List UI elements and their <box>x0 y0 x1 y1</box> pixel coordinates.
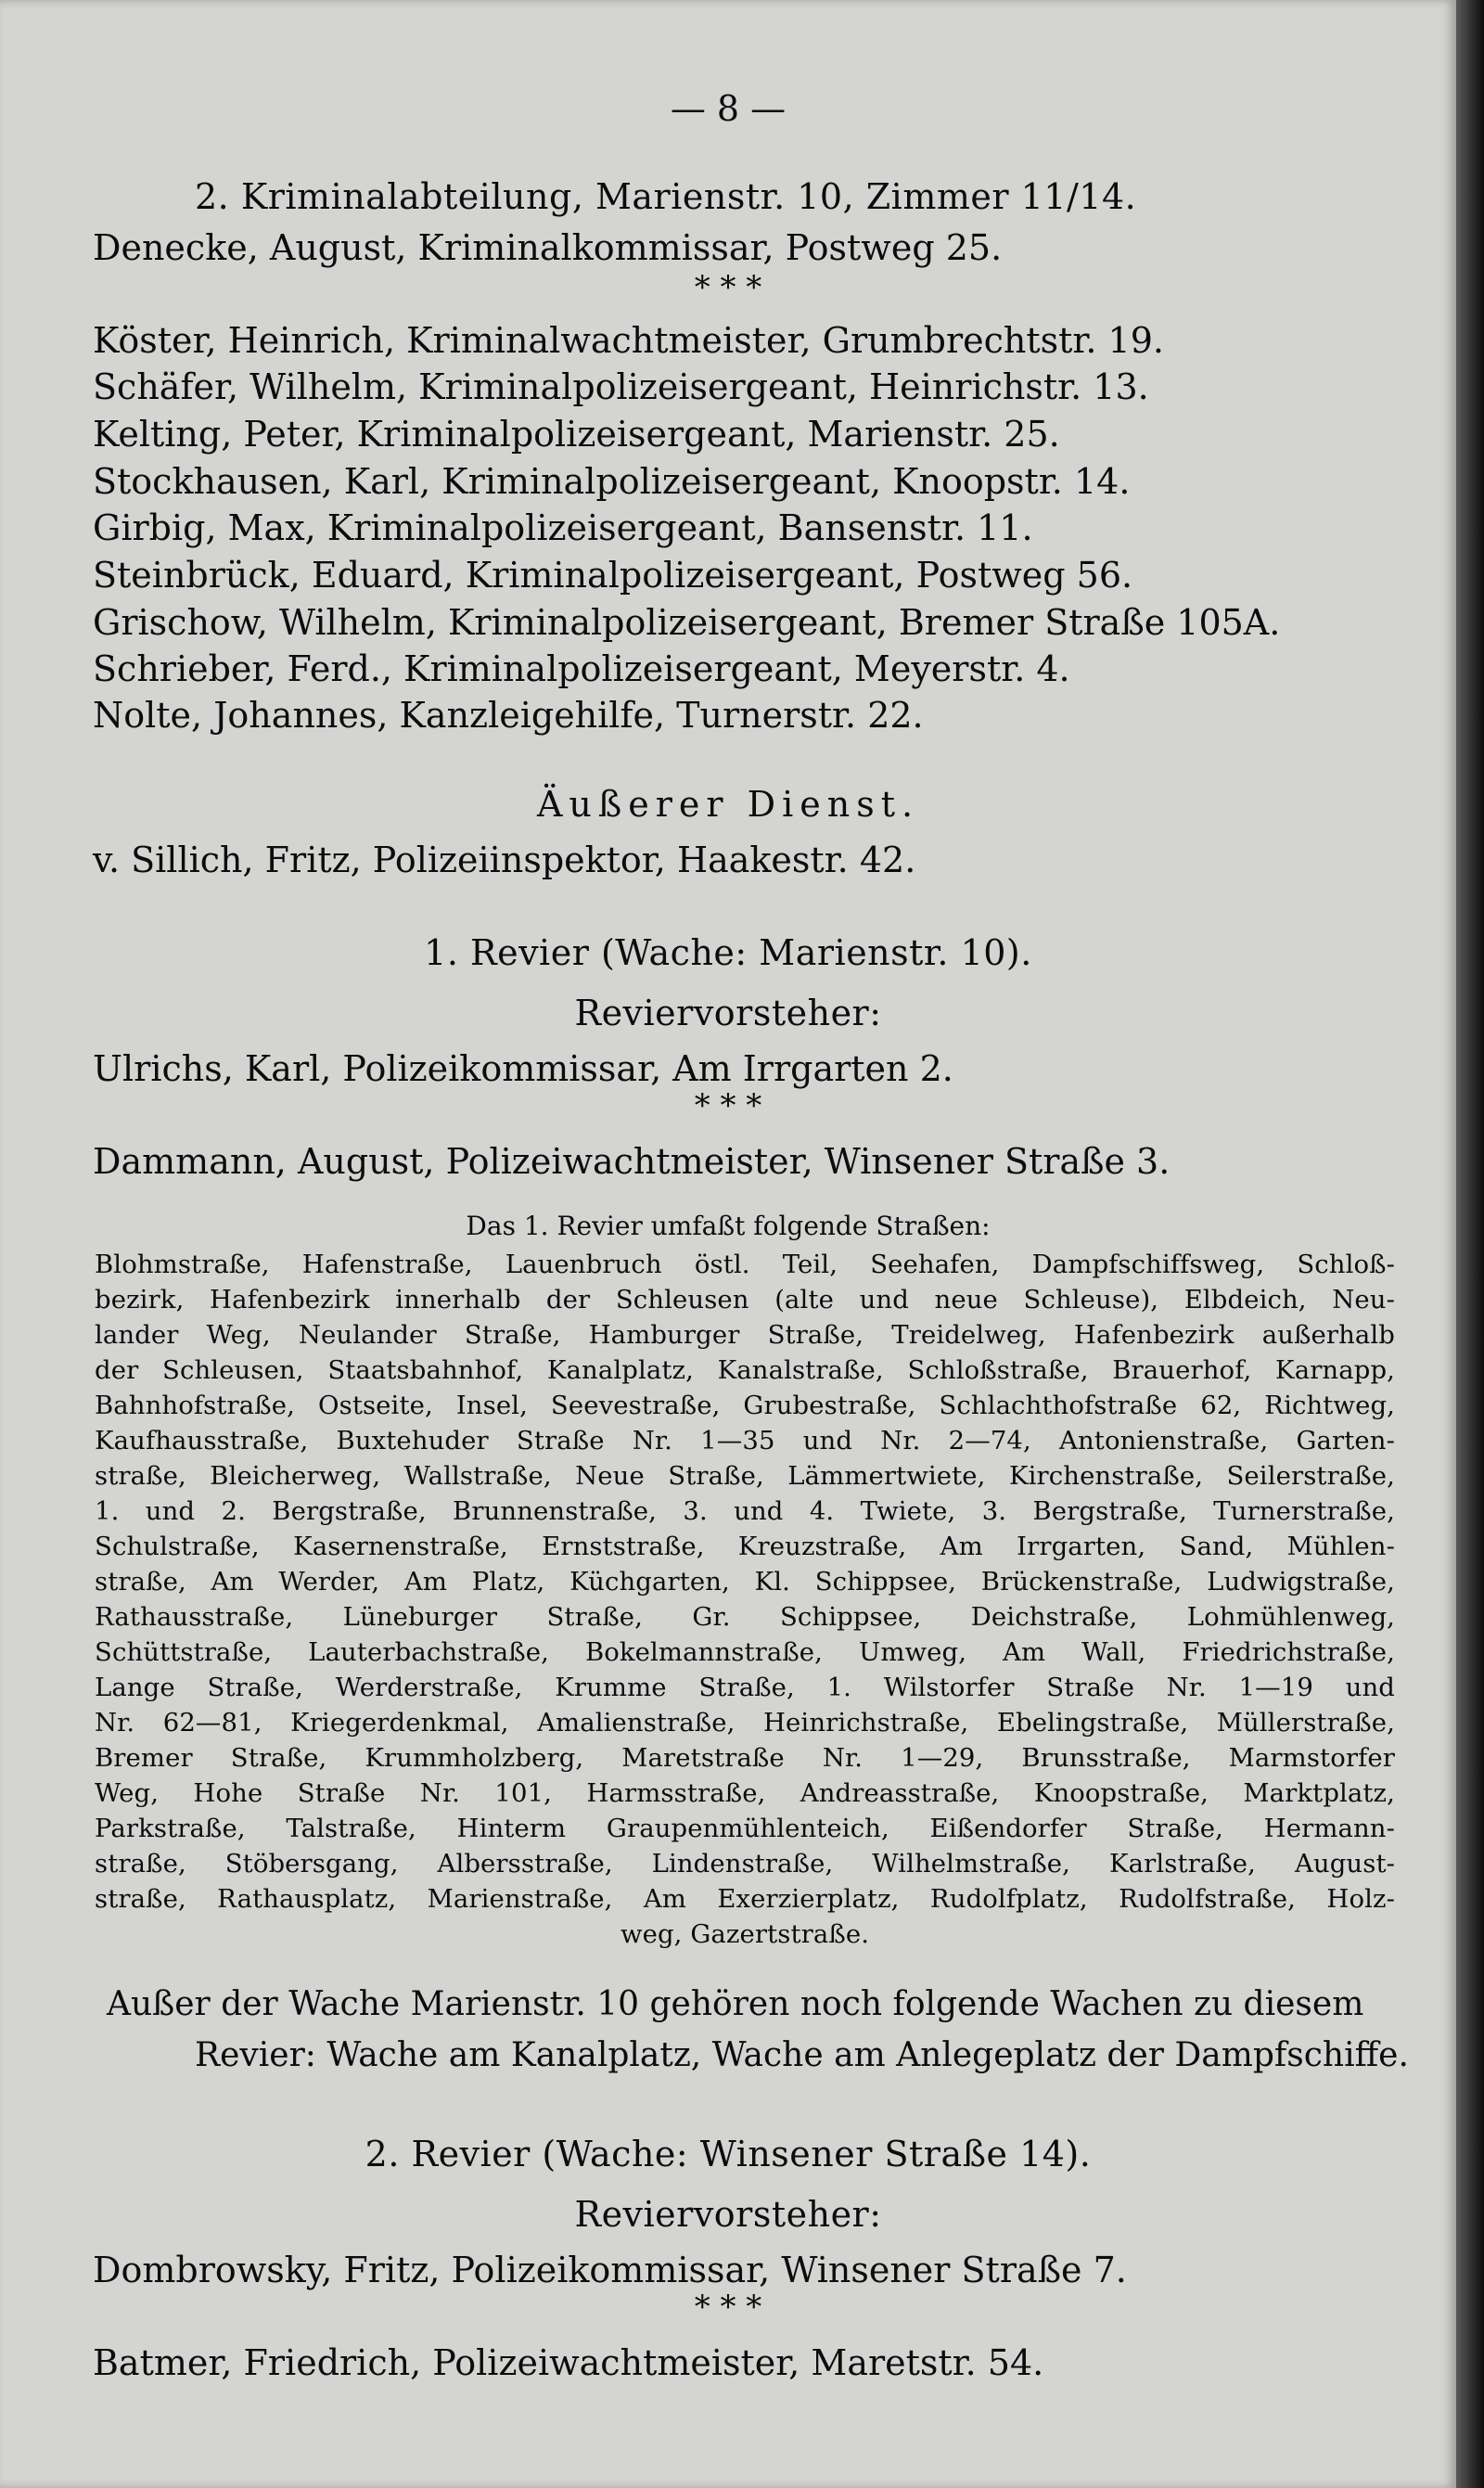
street-line: Nr. 62—81, Kriegerdenkmal, Amalienstraße, Heinrichstraße, Ebelingstraße, Müllerstraße, <box>95 1708 1395 1738</box>
street-line: Kaufhausstraße, Buxtehuder Straße Nr. 1—35 und Nr. 2—74, Antonienstraße, Garten- <box>95 1426 1395 1456</box>
street-line: Bahnhofstraße, Ostseite, Insel, Seevestraße, Grubestraße, Schlachthofstraße 62, Richtweg, <box>95 1391 1395 1420</box>
kriminal-heading: 2. Kriminalabteilung, Marienstr. 10, Zimmer 11/14. <box>195 176 1137 217</box>
revier1-wachtmeister: Dammann, August, Polizeiwachtmeister, Winsener Straße 3. <box>93 1141 1171 1182</box>
list-item: Girbig, Max, Kriminalpolizeisergeant, Bansenstr. 11. <box>93 507 1033 548</box>
separator-stars: * * * <box>694 269 762 306</box>
street-line: straße, Stöbersgang, Albersstraße, Lindenstraße, Wilhelmstraße, Karlstraße, August- <box>95 1849 1395 1879</box>
street-line: straße, Am Werder, Am Platz, Küchgarten, Kl. Schippsee, Brückenstraße, Ludwigstraße, <box>95 1567 1395 1597</box>
page-number: — 8 — <box>670 88 787 129</box>
street-line: straße, Rathausplatz, Marienstraße, Am Exerzierplatz, Rudolfplatz, Rudolfstraße, Holz- <box>95 1884 1395 1914</box>
list-item: Köster, Heinrich, Kriminalwachtmeister, Grumbrechtstr. 19. <box>93 320 1164 361</box>
inspector-entry: v. Sillich, Fritz, Polizeiinspektor, Haakestr. 42. <box>93 840 916 880</box>
list-item: Schäfer, Wilhelm, Kriminalpolizeisergeant, Heinrichstr. 13. <box>93 366 1149 407</box>
street-line: weg, Gazertstraße. <box>620 1919 870 1949</box>
separator-stars: * * * <box>694 2289 762 2326</box>
revier1-note-line: Revier: Wache am Kanalplatz, Wache am Anlegeplatz der Dampfschiffe. <box>195 2036 1409 2074</box>
revier2-vorsteher: Dombrowsky, Fritz, Polizeikommissar, Winsener Straße 7. <box>93 2250 1127 2290</box>
revier1-vorsteher: Ulrichs, Karl, Polizeikommissar, Am Irrgarten 2. <box>93 1048 953 1089</box>
street-line: Blohmstraße, Hafenstraße, Lauenbruch östl. Teil, Seehafen, Dampfschiffsweg, Schloß- <box>95 1250 1395 1279</box>
street-line: lander Weg, Neulander Straße, Hamburger Straße, Treidelweg, Hafenbezirk außerhalb <box>95 1320 1395 1350</box>
revier1-note-line: Außer der Wache Marienstr. 10 gehören noch folgende Wachen zu diesem <box>107 1985 1364 2023</box>
street-line: der Schleusen, Staatsbahnhof, Kanalplatz, Kanalstraße, Schloßstraße, Brauerhof, Karnapp, <box>95 1355 1395 1385</box>
street-line: Lange Straße, Werderstraße, Krumme Straße, 1. Wilstorfer Straße Nr. 1—19 und <box>95 1673 1395 1702</box>
list-item: Stockhausen, Karl, Kriminalpolizeisergeant, Knoopstr. 14. <box>93 461 1131 502</box>
street-line: Schüttstraße, Lauterbachstraße, Bokelmannstraße, Umweg, Am Wall, Friedrichstraße, <box>95 1637 1395 1667</box>
revier1-vorsteher-label: Reviervorsteher: <box>574 993 882 1033</box>
aeusserer-heading: Äußerer Dienst. <box>536 784 920 825</box>
list-item: Nolte, Johannes, Kanzleigehilfe, Turnerstr. 22. <box>93 695 924 736</box>
revier2-wachtmeister: Batmer, Friedrich, Polizeiwachtmeister, Maretstr. 54. <box>93 2342 1044 2383</box>
street-line: Bremer Straße, Krummholzberg, Maretstraße Nr. 1—29, Brunsstraße, Marmstorfer <box>95 1743 1395 1773</box>
street-line: straße, Bleicherweg, Wallstraße, Neue Straße, Lämmertwiete, Kirchenstraße, Seilerstraße, <box>95 1461 1395 1491</box>
list-item: Grischow, Wilhelm, Kriminalpolizeisergeant, Bremer Straße 105A. <box>93 602 1281 643</box>
kriminal-chief: Denecke, August, Kriminalkommissar, Postweg 25. <box>93 227 1003 268</box>
street-line: Parkstraße, Talstraße, Hinterm Graupenmühlenteich, Eißendorfer Straße, Hermann- <box>95 1814 1395 1843</box>
street-line: bezirk, Hafenbezirk innerhalb der Schleusen (alte und neue Schleuse), Elbdeich, Neu- <box>95 1285 1395 1315</box>
separator-stars: * * * <box>694 1087 762 1124</box>
list-item: Kelting, Peter, Kriminalpolizeisergeant, Marienstr. 25. <box>93 414 1060 455</box>
page-edge-shadow <box>1456 0 1484 2488</box>
streets-intro: Das 1. Revier umfaßt folgende Straßen: <box>466 1211 991 1241</box>
street-line: Weg, Hohe Straße Nr. 101, Harmsstraße, Andreasstraße, Knoopstraße, Marktplatz, <box>95 1778 1395 1808</box>
street-line: Schulstraße, Kasernenstraße, Ernststraße, Kreuzstraße, Am Irrgarten, Sand, Mühlen- <box>95 1532 1395 1561</box>
list-item: Schrieber, Ferd., Kriminalpolizeisergeant, Meyerstr. 4. <box>93 648 1070 689</box>
street-line: 1. und 2. Bergstraße, Brunnenstraße, 3. und 4. Twiete, 3. Bergstraße, Turnerstraße, <box>95 1496 1395 1526</box>
street-line: Rathausstraße, Lüneburger Straße, Gr. Schippsee, Deichstraße, Lohmühlenweg, <box>95 1602 1395 1632</box>
revier2-vorsteher-label: Reviervorsteher: <box>574 2194 882 2235</box>
list-item: Steinbrück, Eduard, Kriminalpolizeisergeant, Postweg 56. <box>93 555 1133 596</box>
revier2-heading: 2. Revier (Wache: Winsener Straße 14). <box>365 2134 1092 2174</box>
revier1-heading: 1. Revier (Wache: Marienstr. 10). <box>424 932 1032 973</box>
